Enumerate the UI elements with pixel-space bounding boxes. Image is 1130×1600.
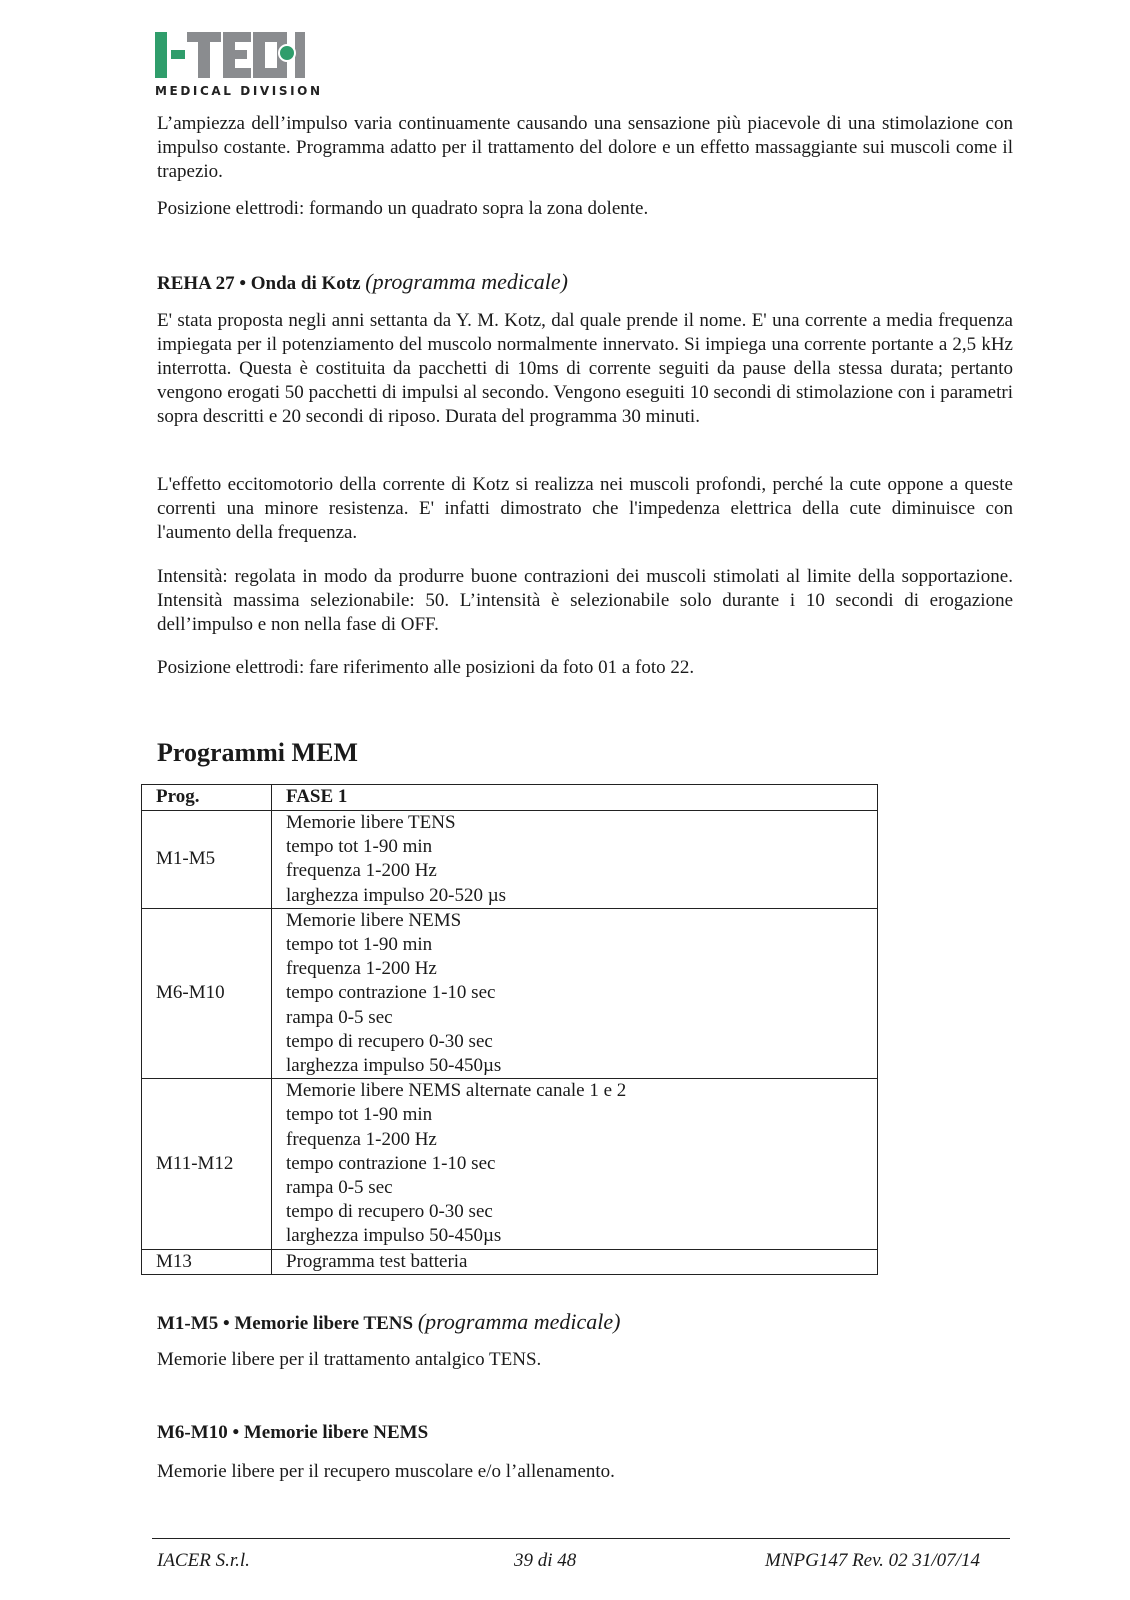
reha27-paragraph-2: L'effetto eccitomotorio della corrente di Kotz si realizza nei muscoli profondi, perché la cute oppone a queste correnti una minore resistenza. E' infatti dimostrato che l'impedenza elettrica della cute diminuisce con l'aumento della frequenza.	[157, 474, 1013, 543]
intro-electrodes: Posizione elettrodi: formando un quadrato sopra la zona dolente.	[157, 198, 649, 219]
mem-row-prog: M1-M5	[142, 811, 272, 909]
m6m10-text: Memorie libere per il recupero muscolare e/o l’allenamento.	[157, 1461, 615, 1482]
reha27-paragraph-3: Intensità: regolata in modo da produrre buone contrazioni dei muscoli stimolati al limite della sopportazione. Intensità massima selezionabile: 50. L’intensità è selezionabile solo durante i 10 secondi di erogazione dell’impulso e non nella fase di OFF.	[157, 566, 1013, 635]
mem-row-description	[272, 1249, 878, 1274]
mem-row-line: tempo contrazione 1-10 sec	[286, 1152, 496, 1174]
mem-row-description	[272, 811, 878, 909]
mem-row-prog: M6-M10	[142, 908, 272, 1078]
mem-row-line: tempo di recupero 0-30 sec	[286, 1201, 493, 1223]
footer-doc-reference: MNPG147 Rev. 02 31/07/14	[765, 1550, 980, 1571]
mem-row-description	[272, 908, 878, 1078]
reha27-title-note: (programma medicale)	[365, 269, 568, 294]
reha27-paragraph-1: E' stata proposta negli anni settanta da Y. M. Kotz, dal quale prende il nome. E' una corrente a media frequenza impiegata per il potenziamento del muscolo normalmente innervato. Si impiega una corrente portante a 2,5 kHz interrotta. Questa è costituita da pacchetti di 10ms di corrente seguiti da pause della stessa durata; pertanto vengono erogati 50 pacchetti di impulsi al secondo. Vengono eseguiti 10 secondi di stimolazione con i parametri sopra descritti e 20 secondi di riposo. Durata del programma 30 minuti.	[157, 310, 1013, 427]
logo-subtitle: MEDICAL DIVISION	[155, 84, 323, 98]
mem-table	[141, 784, 878, 1275]
mem-row-line: tempo tot 1-90 min	[286, 836, 433, 858]
mem-row-line: Memorie libere TENS	[286, 812, 456, 833]
reha27-title: REHA 27 • Onda di Kotz	[157, 273, 361, 294]
mem-row-line: larghezza impulso 50-450µs	[286, 1055, 502, 1077]
mem-row-line: rampa 0-5 sec	[286, 1006, 393, 1028]
mem-row-line: larghezza impulso 50-450µs	[286, 1225, 502, 1247]
mem-row-line: tempo tot 1-90 min	[286, 1104, 433, 1126]
mem-row-line: tempo di recupero 0-30 sec	[286, 1030, 493, 1052]
mem-table-header-row	[142, 785, 878, 811]
reha27-paragraph-4: Posizione elettrodi: fare riferimento alle posizioni da foto 01 a foto 22.	[157, 657, 695, 678]
mem-row-prog: M11-M12	[142, 1079, 272, 1249]
footer-company: IACER S.r.l.	[157, 1550, 250, 1571]
mem-header-phase: FASE 1	[272, 785, 878, 811]
m6m10-title: M6-M10 • Memorie libere NEMS	[157, 1422, 429, 1443]
mem-header-prog: Prog.	[142, 785, 272, 811]
mem-row-line: rampa 0-5 sec	[286, 1177, 393, 1199]
m1m5-title: M1-M5 • Memorie libere TENS	[157, 1313, 414, 1334]
m1m5-heading	[157, 1310, 1013, 1336]
mem-row-line: Memorie libere NEMS alternate canale 1 e 2	[286, 1080, 627, 1102]
mem-row-line: frequenza 1-200 Hz	[286, 1128, 437, 1150]
mem-row-line: Memorie libere NEMS	[286, 909, 462, 931]
mem-table-row	[142, 1079, 878, 1249]
intro-paragraph: L’ampiezza dell’impulso varia continuamente causando una sensazione più piacevole di una stimolazione con impulso costante. Programma adatto per il trattamento del dolore e un effetto massaggiante sui muscoli come il trapezio.	[157, 113, 1013, 182]
footer-divider	[152, 1538, 1010, 1539]
reha27-heading	[157, 270, 1013, 296]
mem-table-row	[142, 908, 878, 1078]
footer-page-number: 39 di 48	[514, 1550, 577, 1571]
mem-row-line: tempo tot 1-90 min	[286, 934, 433, 956]
mem-table-row	[142, 811, 878, 909]
mem-row-prog: M13	[142, 1249, 272, 1274]
m1m5-title-note: (programma medicale)	[417, 1309, 621, 1334]
mem-table-row	[142, 1249, 878, 1274]
mem-row-line: frequenza 1-200 Hz	[286, 860, 437, 882]
mem-row-description	[272, 1079, 878, 1249]
mem-row-line: Programma test batteria	[286, 1250, 468, 1272]
mem-row-line: frequenza 1-200 Hz	[286, 958, 437, 980]
m1m5-text: Memorie libere per il trattamento antalgico TENS.	[157, 1349, 542, 1370]
mem-section-title: Programmi MEM	[157, 738, 358, 767]
mem-row-line: larghezza impulso 20-520 µs	[286, 884, 507, 906]
intro-section	[157, 112, 1013, 184]
mem-row-line: tempo contrazione 1-10 sec	[286, 982, 496, 1004]
